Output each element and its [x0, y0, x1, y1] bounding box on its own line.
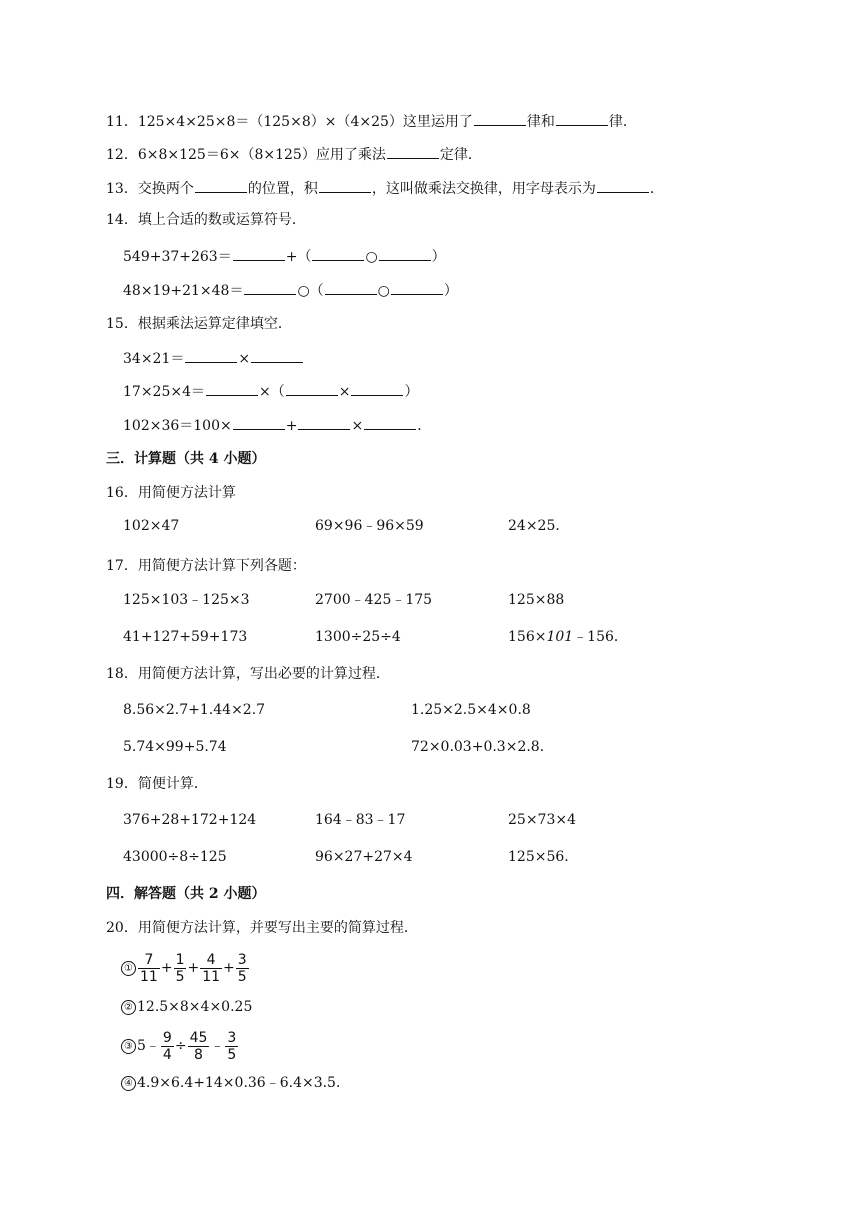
item-marker: ① — [121, 961, 136, 976]
question-number: 14． — [106, 212, 138, 228]
denominator: 11 — [202, 968, 221, 985]
expression: 41+127+59+173 — [123, 629, 248, 645]
answer-blank[interactable] — [206, 380, 258, 396]
question-text: 定律． — [439, 147, 482, 163]
question-11 — [106, 110, 637, 132]
question-text: 用简便方法计算，写出必要的计算过程． — [137, 666, 390, 682]
answer-blank[interactable] — [244, 279, 296, 295]
question-text: 交换两个 — [137, 181, 194, 197]
expression: ） — [431, 249, 446, 265]
expression: 8.56×2.7+1.44×2.7 — [123, 702, 266, 718]
expression: 5.74×99+5.74 — [123, 739, 227, 755]
expression: 48×19+21×48＝ — [123, 283, 244, 299]
question-number: 13． — [106, 181, 138, 197]
question-15-line-2 — [123, 380, 418, 402]
expression: 43000÷8÷125 — [123, 849, 227, 865]
expression-4 — [121, 1073, 350, 1093]
denominator: 5 — [175, 968, 185, 985]
expression: × — [238, 351, 251, 367]
question-13 — [106, 177, 664, 199]
numerator: 3 — [237, 951, 247, 968]
denominator: 11 — [140, 968, 158, 985]
question-number: 15． — [106, 316, 138, 332]
question-text: 简便计算． — [137, 776, 208, 792]
fraction — [236, 952, 249, 985]
question-19 — [106, 774, 208, 794]
fraction — [161, 1030, 174, 1063]
expression: 69×96﹣96×59 — [315, 518, 424, 534]
expression: ） — [404, 384, 419, 400]
expression: 25×73×4 — [508, 812, 576, 828]
expression-1 — [121, 948, 250, 988]
numerator: 7 — [138, 952, 160, 969]
question-number: 17． — [106, 558, 138, 574]
fraction — [225, 1030, 238, 1063]
item-marker: ④ — [121, 1076, 136, 1091]
fraction — [138, 952, 160, 985]
question-text: ，这叫做乘法交换律，用字母表示为 — [371, 181, 596, 197]
question-text: 125×4×25×8＝（125×8）×（4×25）这里运用了 — [137, 114, 473, 130]
question-20 — [106, 918, 418, 938]
numerator: 9 — [162, 1029, 172, 1046]
expression: × — [351, 418, 364, 434]
expression: 17×25×4＝ — [123, 384, 205, 400]
section-heading-calculation: 三．计算题（共 4 小题） — [106, 451, 266, 467]
denominator: 8 — [194, 1046, 203, 1063]
answer-blank[interactable] — [298, 414, 350, 430]
expression-2 — [121, 997, 252, 1017]
expression: ×（ — [259, 384, 285, 400]
answer-blank[interactable] — [286, 380, 338, 396]
answer-blank[interactable] — [364, 414, 416, 430]
answer-blank[interactable] — [325, 279, 377, 295]
operator-circle: ○ — [377, 283, 390, 299]
question-17 — [106, 556, 306, 576]
answer-blank[interactable] — [474, 110, 526, 126]
question-text: 用简便方法计算 — [137, 485, 236, 501]
answer-blank[interactable] — [195, 177, 247, 193]
expression: 34×21＝ — [123, 351, 185, 367]
numerator: 45 — [189, 1029, 208, 1046]
question-14-line-1 — [123, 245, 446, 267]
expression-part: 101 — [546, 629, 574, 645]
question-15 — [106, 314, 292, 334]
expression: 24×25． — [508, 518, 570, 534]
answer-blank[interactable] — [251, 347, 303, 363]
question-number: 12． — [106, 147, 138, 163]
fraction — [200, 952, 222, 985]
question-15-line-3 — [123, 414, 431, 436]
operator: ﹣ — [210, 1038, 225, 1054]
expression-text: 4.9×6.4+14×0.36﹣6.4×3.5． — [137, 1075, 350, 1091]
expression: 549+37+263＝ — [123, 249, 232, 265]
expression-3 — [121, 1026, 239, 1066]
question-text: 用简便方法计算下列各题： — [137, 558, 306, 574]
expression — [508, 627, 628, 647]
expression: 1300÷25÷4 — [315, 629, 401, 645]
expression-part: 156× — [508, 629, 547, 645]
expression: 125×103﹣125×3 — [123, 592, 250, 608]
answer-blank[interactable] — [233, 245, 285, 261]
expression-text: 5﹣ — [137, 1038, 160, 1054]
fraction — [174, 952, 187, 985]
question-text: ． — [649, 181, 664, 197]
item-marker: ② — [121, 1000, 136, 1015]
expression: +（ — [285, 249, 312, 265]
numerator: 4 — [200, 952, 222, 969]
question-text: 律和 — [526, 114, 555, 130]
answer-blank[interactable] — [312, 245, 364, 261]
expression: ． — [417, 418, 432, 434]
answer-blank[interactable] — [556, 110, 608, 126]
answer-blank[interactable] — [185, 347, 237, 363]
answer-blank[interactable] — [351, 380, 403, 396]
expression: + — [285, 418, 298, 434]
expression: 125×88 — [508, 592, 565, 608]
question-14 — [106, 210, 306, 230]
answer-blank[interactable] — [387, 143, 439, 159]
section-heading-answer: 四．解答题（共 2 小题） — [106, 886, 266, 902]
expression: 125×56． — [508, 849, 579, 865]
operator: + — [223, 960, 235, 976]
expression: × — [338, 384, 351, 400]
item-marker: ③ — [121, 1039, 136, 1054]
expression: 1.25×2.5×4×0.8 — [411, 702, 531, 718]
numerator: 1 — [175, 951, 185, 968]
expression: 376+28+172+124 — [123, 812, 257, 828]
denominator: 5 — [227, 1046, 237, 1063]
question-16 — [106, 483, 236, 503]
question-text: 根据乘法运算定律填空． — [137, 316, 292, 332]
operator: + — [187, 960, 200, 976]
fraction — [188, 1030, 210, 1063]
denominator: 5 — [237, 968, 247, 985]
question-12 — [106, 143, 482, 165]
numerator: 3 — [227, 1029, 237, 1046]
expression: 164﹣83﹣17 — [315, 812, 406, 828]
answer-blank[interactable] — [319, 177, 371, 193]
answer-blank[interactable] — [597, 177, 649, 193]
expression: ） — [443, 283, 458, 299]
operator: ÷ — [174, 1038, 187, 1054]
expression: 102×47 — [123, 518, 180, 534]
question-18 — [106, 664, 390, 684]
denominator: 4 — [162, 1046, 172, 1063]
question-number: 20． — [106, 920, 138, 936]
answer-blank[interactable] — [233, 414, 285, 430]
expression: 2700﹣425﹣175 — [315, 592, 433, 608]
answer-blank[interactable] — [379, 245, 431, 261]
question-text: 律． — [608, 114, 637, 130]
question-text: 填上合适的数或运算符号． — [137, 212, 306, 228]
question-number: 19． — [106, 776, 138, 792]
operator: + — [160, 960, 173, 976]
question-14-line-2 — [123, 279, 458, 301]
expression: 72×0.03+0.3×2.8． — [411, 739, 554, 755]
question-number: 18． — [106, 666, 138, 682]
question-15-line-1 — [123, 347, 304, 369]
expression: 102×36＝100× — [123, 418, 232, 434]
operator-circle: ○ — [365, 249, 378, 265]
expression: 96×27+27×4 — [315, 849, 413, 865]
question-number: 16． — [106, 485, 138, 501]
question-text: 的位置，积 — [247, 181, 318, 197]
expression-text: 12.5×8×4×0.25 — [137, 999, 253, 1015]
expression-part: ﹣156． — [573, 629, 628, 645]
answer-blank[interactable] — [391, 279, 443, 295]
question-text: 6×8×125＝6×（8×125）应用了乘法 — [137, 147, 386, 163]
question-text: 用简便方法计算，并要写出主要的简算过程． — [137, 920, 418, 936]
expression: ○（ — [297, 283, 324, 299]
question-number: 11． — [106, 114, 138, 130]
